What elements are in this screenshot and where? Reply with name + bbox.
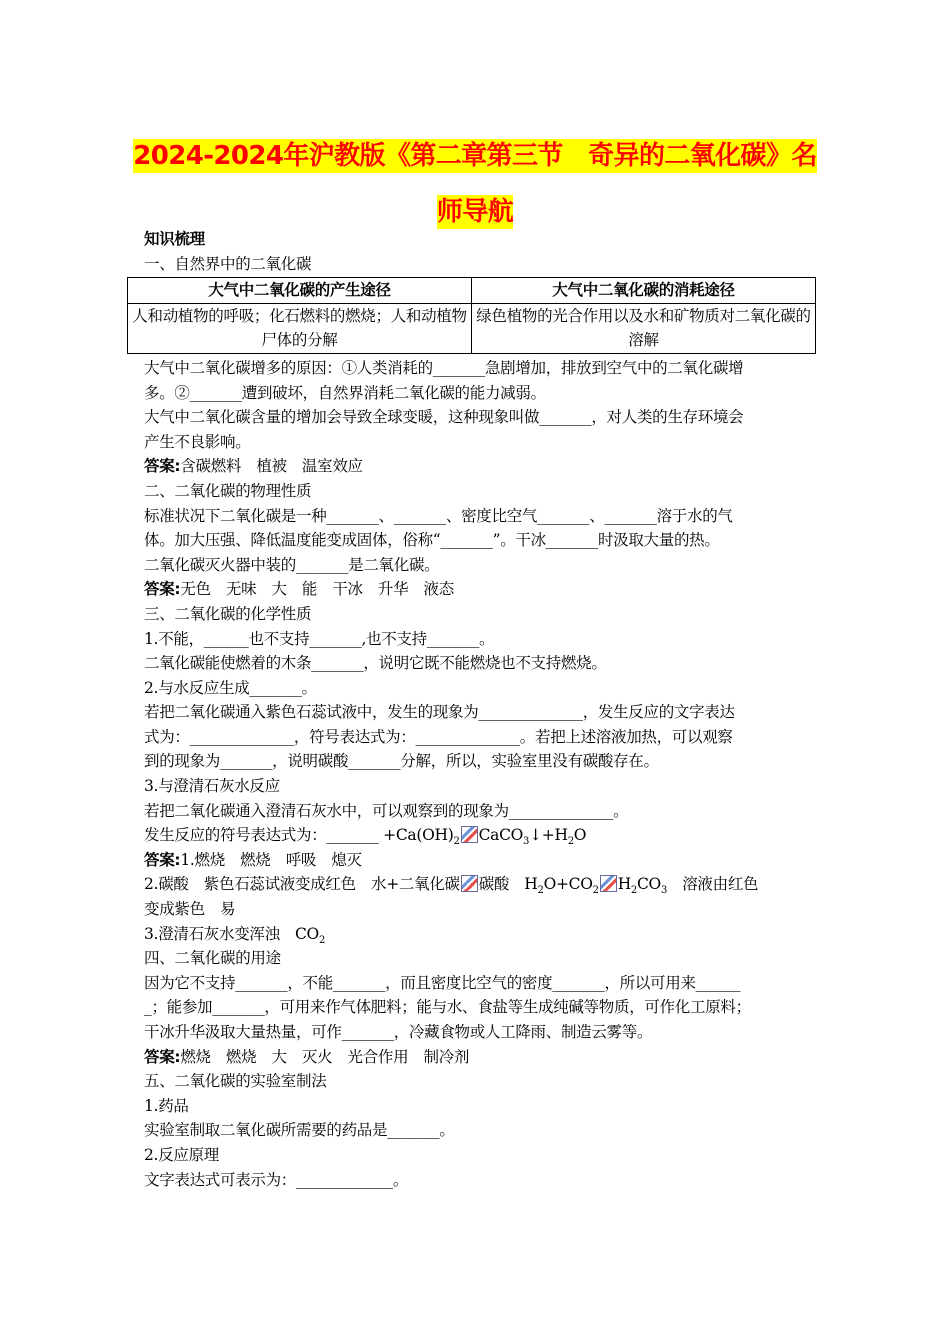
- table-cell-sources: 人和动植物的呼吸；化石燃料的燃烧；人和动植物尸体的分解: [128, 303, 472, 353]
- paragraph: 因为它不支持_______，不能_______，而且密度比空气的密度_______，所以可用来______: [144, 973, 741, 992]
- answer-label: 答案:: [144, 850, 181, 869]
- reaction-arrow-icon: [461, 826, 478, 843]
- paragraph: 二氧化碳能使燃着的木条_______，说明它既不能燃烧也不支持燃烧。: [144, 654, 607, 673]
- paragraph: 到的现象为_______，说明碳酸_______分解，所以，实验室里没有碳酸存在。: [144, 752, 659, 771]
- paragraph: 2.反应原理: [144, 1145, 219, 1164]
- co2-source-sink-table: [127, 277, 816, 354]
- section-5-heading: 五、二氧化碳的实验室制法: [144, 1072, 327, 1091]
- answer-line: 3.澄清石灰水变浑浊 $CO_2$: [144, 924, 326, 946]
- answer-line: [144, 1045, 811, 1070]
- answer-line: [144, 454, 811, 479]
- paragraph: _；能参加_______，可用来作气体肥料；能与水、食盐等生成纯碱等物质，可作化工原料；: [144, 998, 751, 1017]
- table-header-sinks: 大气中二氧化碳的消耗途径: [472, 278, 816, 304]
- paragraph: 1.药品: [144, 1096, 189, 1115]
- page-title: [130, 128, 820, 240]
- answer-text: 1.燃烧 燃烧 呼吸 熄灭: [180, 850, 362, 869]
- paragraph: 大气中二氧化碳含量的增加会导致全球变暖，这种现象叫做_______，对人类的生存环境会: [144, 408, 744, 427]
- equation-line: 发生反应的符号表达式为：_______ $+Ca(OH)_2$ $CaCO_3↓+H_2O$: [144, 826, 587, 848]
- paragraph: 标准状况下二氧化碳是一种_______、_______、密度比空气_______、_______溶于水的气: [144, 506, 733, 525]
- paragraph: 式为：______________，符号表达式为：______________。若把上述溶液加热，可以观察: [144, 727, 733, 746]
- paragraph: 1.不能，______也不支持_______,也不支持_______。: [144, 629, 495, 648]
- paragraph: 实验室制取二氧化碳所需要的药品是_______。: [144, 1121, 455, 1140]
- answer-line: [144, 848, 811, 873]
- paragraph: 若把二氧化碳通入紫色石蕊试液中，发生的现象为______________，发生反应的文字表达: [144, 703, 735, 722]
- title-line-1: 2024-2024年沪教版《第二章第三节 奇异的二氧化碳》名: [133, 141, 817, 171]
- reaction-arrow-icon: [461, 875, 478, 892]
- title-line-2: 师导航: [436, 197, 514, 227]
- answer-line: [144, 577, 811, 602]
- answer-line: 2.碳酸 紫色石蕊试液变成红色 水+二氧化碳 碳酸 $H_2O+CO_2$ $H_2CO_3$ 溶液由红色: [144, 875, 759, 897]
- table-header-sources: 大气中二氧化碳的产生途径: [128, 278, 472, 304]
- table-cell-sinks: 绿色植物的光合作用以及水和矿物质对二氧化碳的溶解: [472, 303, 816, 353]
- paragraph: 2.与水反应生成_______。: [144, 678, 317, 697]
- paragraph: 二氧化碳灭火器中装的_______是二氧化碳。: [144, 555, 440, 574]
- answer-line: 变成紫色 易: [144, 900, 236, 919]
- paragraph: 多。②_______遭到破坏，自然界消耗二氧化碳的能力减弱。: [144, 383, 546, 402]
- answer-text: 燃烧 燃烧 大 灭火 光合作用 制冷剂: [180, 1047, 470, 1066]
- reaction-arrow-icon: [600, 875, 617, 892]
- paragraph: 大气中二氧化碳增多的原因：①人类消耗的_______急剧增加，排放到空气中的二氧化碳增: [144, 358, 744, 377]
- paragraph: 体。加大压强、降低温度能变成固体，俗称“_______”。干冰_______时汲取大量的热。: [144, 531, 720, 550]
- section-4-heading: 四、二氧化碳的用途: [144, 949, 281, 968]
- answer-label: 答案:: [144, 457, 181, 476]
- paragraph: 文字表达式可表示为：_____________。: [144, 1170, 409, 1189]
- paragraph: 若把二氧化碳通入澄清石灰水中，可以观察到的现象为______________。: [144, 801, 629, 820]
- section-heading-knowledge: 知识梳理: [144, 230, 205, 248]
- paragraph: 3.与澄清石灰水反应: [144, 777, 280, 796]
- section-1-heading: 一、自然界中的二氧化碳: [144, 254, 312, 273]
- paragraph: 干冰升华汲取大量热量，可作_______，冷藏食物或人工降雨、制造云雾等。: [144, 1023, 653, 1041]
- answer-label: 答案:: [144, 580, 181, 599]
- answer-text: 含碳燃料 植被 温室效应: [180, 457, 363, 476]
- section-3-heading: 三、二氧化碳的化学性质: [144, 604, 312, 623]
- paragraph: 产生不良影响。: [144, 432, 251, 451]
- answer-text: 无色 无味 大 能 干冰 升华 液态: [180, 580, 454, 599]
- answer-label: 答案:: [144, 1047, 181, 1066]
- document-body: [132, 227, 811, 1192]
- section-2-heading: 二、二氧化碳的物理性质: [144, 481, 312, 500]
